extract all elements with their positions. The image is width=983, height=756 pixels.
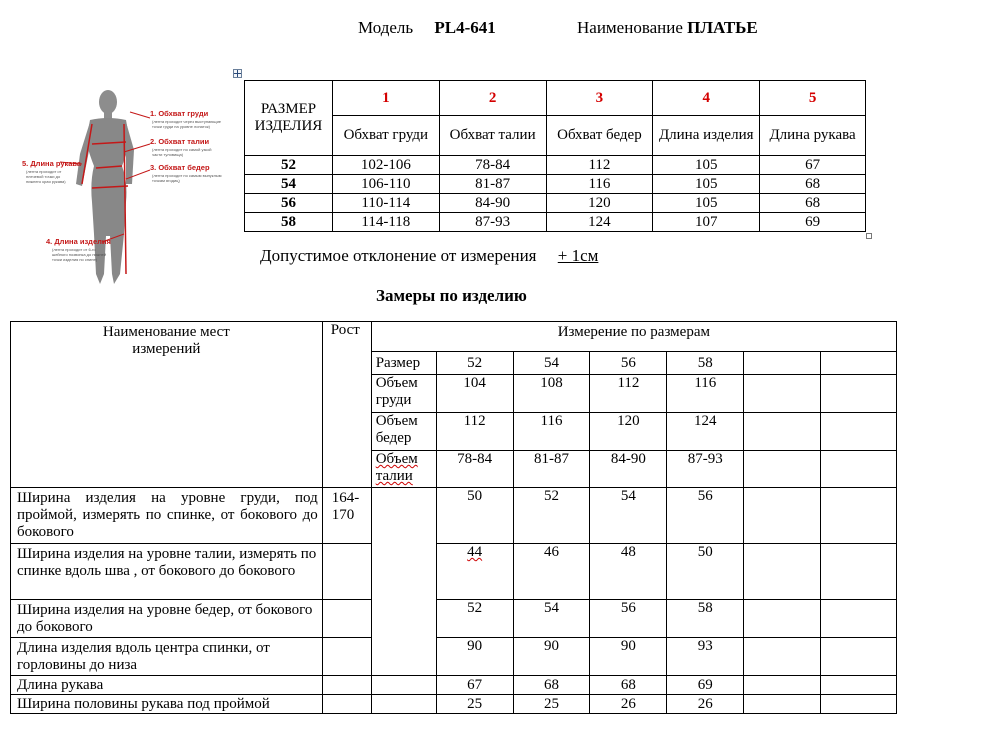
table-row <box>11 544 897 600</box>
col-sizes-header: Измерение по размерам <box>371 322 896 352</box>
value-cell: 69 <box>760 213 866 232</box>
value-cell: 84-90 <box>439 194 546 213</box>
size-cell: 58 <box>245 213 333 232</box>
svg-text:точки груди на уровне лопаток): точки груди на уровне лопаток) <box>152 124 210 129</box>
col-label-1: Обхват груди <box>332 116 439 156</box>
row-label: Ширина изделия на уровне бедер, от бокового до бокового <box>11 600 323 638</box>
value-cell: 46 <box>513 544 590 600</box>
empty-cell <box>821 488 897 544</box>
row-label: Длина рукава <box>11 676 323 695</box>
table-move-handle[interactable] <box>233 69 242 78</box>
size-col: 54 <box>513 352 590 375</box>
value-cell: 56 <box>667 488 744 544</box>
table-row <box>11 695 897 714</box>
col-height-header: Рост <box>322 322 371 488</box>
figure-label-2: 2. Обхват талии <box>150 137 210 146</box>
row-label: Ширина изделия на уровне талии, измерять по спинке вдоль шва , от бокового до бокового <box>11 544 323 600</box>
empty-cell <box>322 676 371 695</box>
value-cell: 124 <box>546 213 653 232</box>
empty-cell <box>821 638 897 676</box>
size-col: 56 <box>590 352 667 375</box>
name-label: Наименование <box>577 18 683 37</box>
empty-cell <box>371 695 436 714</box>
size-cell: 54 <box>245 175 333 194</box>
row-label: Длина изделия вдоль центра спинки, от горловины до низа <box>11 638 323 676</box>
row-label: Объем талии <box>371 451 436 488</box>
value-cell: 50 <box>667 544 744 600</box>
value-cell: 67 <box>436 676 513 695</box>
empty-cell <box>744 375 821 413</box>
size-table <box>244 80 866 232</box>
col-label-5: Длина рукава <box>760 116 866 156</box>
value-cell: 68 <box>513 676 590 695</box>
col-num-1: 1 <box>332 81 439 116</box>
value-cell: 93 <box>667 638 744 676</box>
value-cell: 90 <box>590 638 667 676</box>
size-header-cell <box>245 81 333 156</box>
svg-text:точки изделия по спине): точки изделия по спине) <box>52 257 98 262</box>
row-label: Объем груди <box>371 375 436 413</box>
value-cell: 105 <box>653 175 760 194</box>
value-cell: 26 <box>667 695 744 714</box>
col-label-3: Обхват бедер <box>546 116 653 156</box>
value-cell: 87-93 <box>439 213 546 232</box>
table-row <box>245 156 866 175</box>
value-cell: 78-84 <box>439 156 546 175</box>
value-cell: 112 <box>436 413 513 451</box>
value-cell: 90 <box>436 638 513 676</box>
col-num-4: 4 <box>653 81 760 116</box>
value-cell: 68 <box>760 175 866 194</box>
value-cell: 90 <box>513 638 590 676</box>
row-label: Ширина половины рукава под проймой <box>11 695 323 714</box>
empty-cell <box>744 352 821 375</box>
value-cell: 106-110 <box>332 175 439 194</box>
table-row <box>11 638 897 676</box>
value-cell: 105 <box>653 194 760 213</box>
name-value: ПЛАТЬЕ <box>687 18 758 37</box>
table-row <box>11 676 897 695</box>
value-cell: 84-90 <box>590 451 667 488</box>
value-cell: 56 <box>590 600 667 638</box>
value-cell: 105 <box>653 156 760 175</box>
svg-text:нижнего края рукава): нижнего края рукава) <box>26 179 66 184</box>
model-value: PL4-641 <box>434 18 496 37</box>
empty-cell <box>821 451 897 488</box>
value-cell: 108 <box>513 375 590 413</box>
svg-text:(лента проходит от: (лента проходит от <box>26 169 62 174</box>
value-cell: 68 <box>760 194 866 213</box>
value-cell: 58 <box>667 600 744 638</box>
value-cell: 114-118 <box>332 213 439 232</box>
value-cell: 25 <box>436 695 513 714</box>
empty-cell <box>821 676 897 695</box>
svg-text:шейного позвонка до нижней: шейного позвонка до нижней <box>52 252 107 257</box>
value-cell: 124 <box>667 413 744 451</box>
value-cell: 116 <box>546 175 653 194</box>
value-cell: 44 <box>436 544 513 600</box>
empty-cell <box>744 544 821 600</box>
measurements-table <box>10 321 897 714</box>
size-col: 52 <box>436 352 513 375</box>
empty-cell <box>322 695 371 714</box>
col-name-header: Наименование мест измерений <box>11 322 323 488</box>
tolerance-value: + 1см <box>557 246 599 265</box>
empty-cell <box>371 676 436 695</box>
col-num-2: 2 <box>439 81 546 116</box>
body-measurement-figure <box>20 84 245 294</box>
value-cell: 102-106 <box>332 156 439 175</box>
svg-text:точкам ягодиц): точкам ягодиц) <box>152 178 180 183</box>
value-cell: 120 <box>546 194 653 213</box>
figure-label-1: 1. Обхват груди <box>150 109 209 118</box>
empty-cell <box>821 544 897 600</box>
size-cell: 56 <box>245 194 333 213</box>
value-cell: 54 <box>590 488 667 544</box>
figure-label-4: 4. Длина изделия <box>46 237 111 246</box>
value-cell: 52 <box>513 488 590 544</box>
col-num-3: 3 <box>546 81 653 116</box>
svg-text:(лента проходит через выступаю: (лента проходит через выступающие <box>152 119 222 124</box>
tolerance-text: Допустимое отклонение от измерения <box>260 246 537 265</box>
size-row-label: Размер <box>371 352 436 375</box>
empty-cell <box>744 676 821 695</box>
svg-text:(лента проходит по самым выпук: (лента проходит по самым выпуклым <box>152 173 222 178</box>
value-cell: 68 <box>590 676 667 695</box>
empty-cell <box>821 695 897 714</box>
value-cell: 107 <box>653 213 760 232</box>
empty-cell <box>744 488 821 544</box>
value-cell: 116 <box>667 375 744 413</box>
svg-text:(лента проходит по самой узкой: (лента проходит по самой узкой <box>152 147 212 152</box>
value-cell: 54 <box>513 600 590 638</box>
figure-label-5: 5. Длина рукава <box>22 159 82 168</box>
col-num-5: 5 <box>760 81 866 116</box>
value-cell: 81-87 <box>513 451 590 488</box>
size-cell: 52 <box>245 156 333 175</box>
table-row <box>245 213 866 232</box>
value-cell: 26 <box>590 695 667 714</box>
size-header: РАЗМЕР ИЗДЕЛИЯ <box>254 101 323 134</box>
value-cell: 120 <box>590 413 667 451</box>
row-label: Ширина изделия на уровне груди, под проймой, измерять по спинке, от бокового до бокового <box>11 488 323 544</box>
value-cell: 78-84 <box>436 451 513 488</box>
table-row <box>245 175 866 194</box>
figure-label-3: 3. Обхват бедер <box>150 163 210 172</box>
empty-cell <box>744 413 821 451</box>
svg-text:части туловища): части туловища) <box>152 152 184 157</box>
value-cell: 87-93 <box>667 451 744 488</box>
table-row <box>11 488 897 544</box>
height-cell: 164-170 <box>322 488 371 544</box>
svg-text:(лента проходит от 6-го: (лента проходит от 6-го <box>52 247 96 252</box>
table-resize-handle[interactable] <box>866 233 872 239</box>
empty-cell <box>744 638 821 676</box>
model-heading <box>358 18 496 38</box>
value-cell: 25 <box>513 695 590 714</box>
value-cell: 110-114 <box>332 194 439 213</box>
model-label: Модель <box>358 18 414 37</box>
value-cell: 112 <box>590 375 667 413</box>
table-row <box>11 600 897 638</box>
merged-empty-cell <box>371 488 436 676</box>
value-cell: 50 <box>436 488 513 544</box>
value-cell: 81-87 <box>439 175 546 194</box>
move-icon <box>234 70 241 77</box>
row-label: Объем бедер <box>371 413 436 451</box>
empty-cell <box>322 544 371 600</box>
empty-cell <box>821 600 897 638</box>
table-row <box>245 194 866 213</box>
value-cell: 104 <box>436 375 513 413</box>
empty-cell <box>322 600 371 638</box>
empty-cell <box>744 600 821 638</box>
empty-cell <box>744 695 821 714</box>
empty-cell <box>821 413 897 451</box>
value-cell: 112 <box>546 156 653 175</box>
empty-cell <box>821 375 897 413</box>
empty-cell <box>744 451 821 488</box>
section-title: Замеры по изделию <box>376 286 527 305</box>
col-label-4: Длина изделия <box>653 116 760 156</box>
svg-text:плечевой точки до: плечевой точки до <box>26 174 61 179</box>
tolerance-note <box>260 246 598 266</box>
value-cell: 69 <box>667 676 744 695</box>
value-cell: 52 <box>436 600 513 638</box>
value-cell: 116 <box>513 413 590 451</box>
col-label-2: Обхват талии <box>439 116 546 156</box>
name-heading <box>577 18 758 38</box>
empty-cell <box>322 638 371 676</box>
value-cell: 67 <box>760 156 866 175</box>
value-cell: 48 <box>590 544 667 600</box>
size-col: 58 <box>667 352 744 375</box>
empty-cell <box>821 352 897 375</box>
